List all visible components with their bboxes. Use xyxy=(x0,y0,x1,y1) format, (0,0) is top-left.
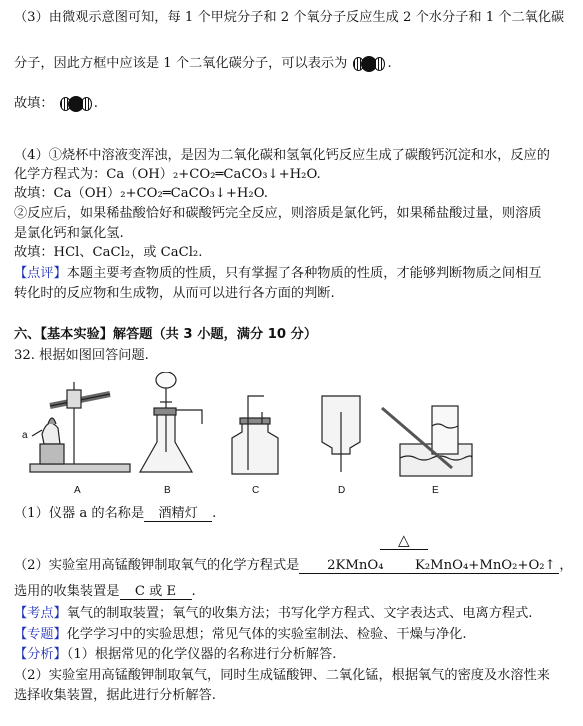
p4-line1: （4）①烧杯中溶液变浑浊，是因为二氧化碳和氢氧化钙反应生成了碳酸钙沉淀和水，反应的 xyxy=(14,148,550,163)
q2-collect-line xyxy=(14,580,196,600)
co2-molecule-icon xyxy=(353,56,385,72)
apparatus-figure xyxy=(12,372,482,502)
zhuanti-line xyxy=(14,623,467,642)
review-line1 xyxy=(14,262,542,281)
apparatus-e xyxy=(382,406,472,476)
q1-line xyxy=(14,502,216,522)
p4-line5: 是氯化钙和氯化氢. xyxy=(14,226,124,241)
co2-molecule-icon xyxy=(60,96,92,112)
question-32: 32. 根据如图回答问题. xyxy=(14,348,149,363)
kaodian-line xyxy=(14,602,533,621)
review-line2: 转化时的反应物和生成物，从而可以进行各方面的判断. xyxy=(14,286,335,301)
fenxi-line2: （2）实验室用高锰酸钾制取氧气，同时生成锰酸钾、二氧化锰，根据氧气的密度及水溶性来 xyxy=(14,668,550,683)
label-a: a xyxy=(22,430,28,441)
p4-line6: 故填：HCl、CaCl₂，或 CaCl₂. xyxy=(14,245,203,260)
section-title: 六、【基本实验】解答题（共 3 小题，满分 10 分） xyxy=(14,327,318,342)
label-A: A xyxy=(74,485,81,496)
q2-collect-answer: C 或 E xyxy=(120,580,192,600)
review-tag: 【点评】 xyxy=(14,266,67,281)
p3-line1: （3）由微观示意图可知，每 1 个甲烷分子和 2 个氧分子反应生成 2 个水分子和 1 个二氧化碳 xyxy=(14,10,565,25)
apparatus-d xyxy=(322,396,360,472)
p3-answer-label: 故填： xyxy=(14,96,54,111)
q1-prefix: （1）仪器 a 的名称是 xyxy=(14,506,145,521)
p3-answer: 故填： . xyxy=(14,96,98,111)
equation-bar xyxy=(380,549,428,550)
p4-line4: ②反应后，如果稀盐酸恰好和碳酸钙完全反应，则溶质是氯化钙，如果稀盐酸过量，则溶质 xyxy=(14,206,542,221)
heating-condition: △ xyxy=(398,531,410,549)
kaodian-tag: 【考点】 xyxy=(14,606,67,621)
apparatus-b xyxy=(140,372,202,472)
q1-suffix: . xyxy=(212,506,217,521)
fenxi-tag: 【分析】 xyxy=(14,647,67,662)
p4-line3: 故填：Ca（OH）₂+CO₂═CaCO₃↓+H₂O. xyxy=(14,186,268,201)
label-D: D xyxy=(338,485,346,496)
label-C: C xyxy=(252,485,260,496)
q2-suffix: ， xyxy=(559,558,573,573)
label-B: B xyxy=(164,485,171,496)
fenxi-line3: 选择收集装置，据此进行分析解答. xyxy=(14,688,217,703)
q1-answer: 酒精灯 xyxy=(144,502,212,522)
label-E: E xyxy=(432,485,439,496)
kaodian-text: 氧气的制取装置；氧气的收集方法；书写化学方程式、文字表达式、电离方程式. xyxy=(66,606,533,621)
fenxi-line xyxy=(14,643,336,662)
zhuanti-tag: 【专题】 xyxy=(14,627,67,642)
q2-collect-suffix: . xyxy=(191,584,196,599)
p4-line2: 化学方程式为：Ca（OH）₂+CO₂═CaCO₃↓+H₂O. xyxy=(14,167,321,182)
apparatus-c xyxy=(232,396,278,474)
fenxi-text: （1）根据常见的化学仪器的名称进行分析解答. xyxy=(66,647,337,662)
review-text: 本题主要考查物质的性质，只有掌握了各种物质的性质，才能够判断物质之间相互 xyxy=(66,266,542,281)
q2-products: K₂MnO₄+MnO₂+O₂↑ xyxy=(411,558,559,574)
q2-collect-prefix: 选用的收集装置是 xyxy=(14,584,120,599)
apparatus-a xyxy=(30,382,130,472)
q2-prefix: （2）实验室用高锰酸钾制取氧气的化学方程式是 xyxy=(14,558,300,573)
p3-line2-text: 分子，因此方框中应该是 1 个二氧化碳分子，可以表示为 xyxy=(14,56,348,71)
q2-line xyxy=(14,554,573,574)
zhuanti-text: 化学学习中的实验思想；常见气体的实验室制法、检验、干燥与净化. xyxy=(66,627,467,642)
q2-reactant: 2KMnO₄ xyxy=(299,558,411,574)
p3-line2: 分子，因此方框中应该是 1 个二氧化碳分子，可以表示为 . xyxy=(14,56,392,71)
